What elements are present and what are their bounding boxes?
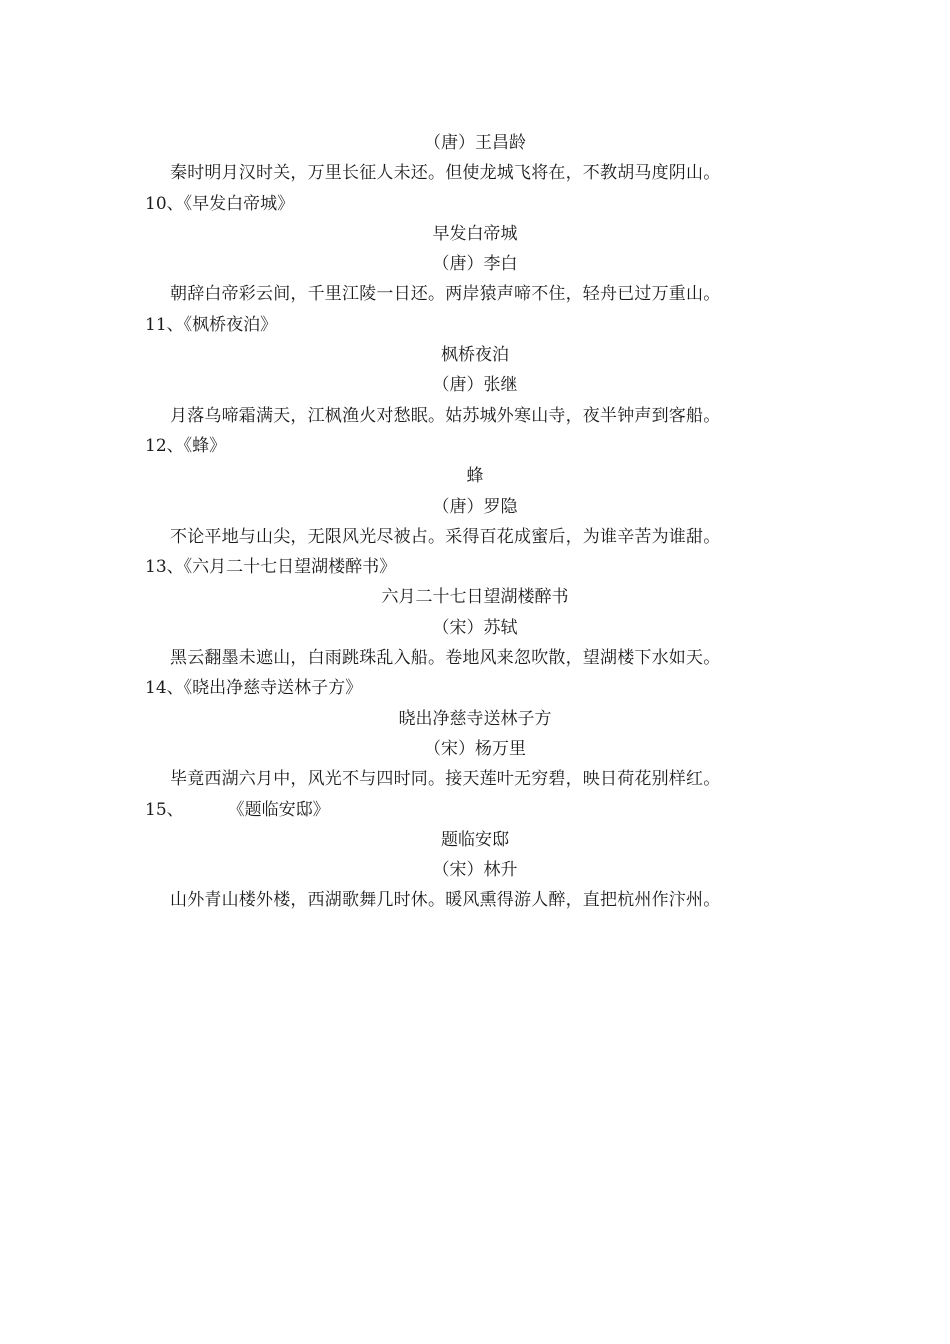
poem-heading-title: 《晓出净慈寺送林子方》 — [183, 678, 363, 699]
poem-text: 山外青山楼外楼，西湖歌舞几时休。暖风熏得游人醉，直把杭州作汴州。 — [170, 890, 721, 911]
poem-heading-title: 《蜂》 — [183, 435, 227, 456]
poem-title: 早发白帝城 — [432, 223, 518, 244]
poem-author: （唐）王昌龄 — [424, 133, 526, 153]
poem-list — [145, 128, 805, 916]
poem-title: 题临安邸 — [441, 829, 509, 850]
poem-heading — [145, 310, 805, 340]
poem-author: （唐）罗隐 — [432, 496, 518, 517]
poem-heading — [145, 431, 805, 461]
poem-number: 11、 — [145, 314, 184, 335]
poem-text: 月落乌啼霜满天，江枫渔火对愁眠。姑苏城外寒山寺，夜半钟声到客船。 — [170, 405, 721, 426]
poem-number: 10、 — [145, 193, 184, 214]
poem-text: 朝辞白帝彩云间，千里江陵一日还。两岸猿声啼不住，轻舟已过万重山。 — [170, 284, 721, 305]
poem-text: 秦时明月汉时关，万里长征人未还。但使龙城飞将在，不教胡马度阴山。 — [170, 163, 721, 184]
poem-number: 13、 — [145, 557, 184, 578]
poem-text: 黑云翻墨未遮山，白雨跳珠乱入船。卷地风来忽吹散，望湖楼下水如天。 — [170, 648, 721, 669]
poem-author: （宋）林升 — [432, 860, 518, 881]
poem-heading — [145, 189, 805, 219]
poem-heading-title: 《枫桥夜泊》 — [183, 314, 278, 335]
poem-author: （唐）李白 — [432, 254, 518, 275]
poem-heading-title: 《题临安邸》 — [227, 799, 330, 820]
poem-heading-title: 《六月二十七日望湖楼醉书》 — [183, 557, 397, 578]
poem-number: 15、 — [145, 799, 184, 820]
poem-text: 不论平地与山尖，无限风光尽被占。采得百花成蜜后，为谁辛苦为谁甜。 — [170, 526, 721, 547]
poem-author: （宋）杨万里 — [424, 738, 526, 759]
poem-heading — [145, 673, 805, 703]
poem-title: 六月二十七日望湖楼醉书 — [381, 587, 569, 608]
poem-author: （唐）张继 — [432, 375, 518, 396]
poem-author: （宋）苏轼 — [432, 617, 518, 638]
poem-heading-title: 《早发白帝城》 — [183, 193, 295, 214]
poem-text: 毕竟西湖六月中，风光不与四时同。接天莲叶无穷碧，映日荷花别样红。 — [170, 769, 721, 790]
poem-title: 晓出净慈寺送林子方 — [398, 708, 552, 729]
poem-title: 枫桥夜泊 — [441, 345, 509, 366]
poem-heading — [145, 552, 805, 582]
poem-number: 12、 — [145, 435, 184, 456]
poem-title: 蜂 — [466, 466, 484, 487]
poem-number: 14、 — [145, 678, 184, 699]
poem-heading — [145, 795, 805, 825]
